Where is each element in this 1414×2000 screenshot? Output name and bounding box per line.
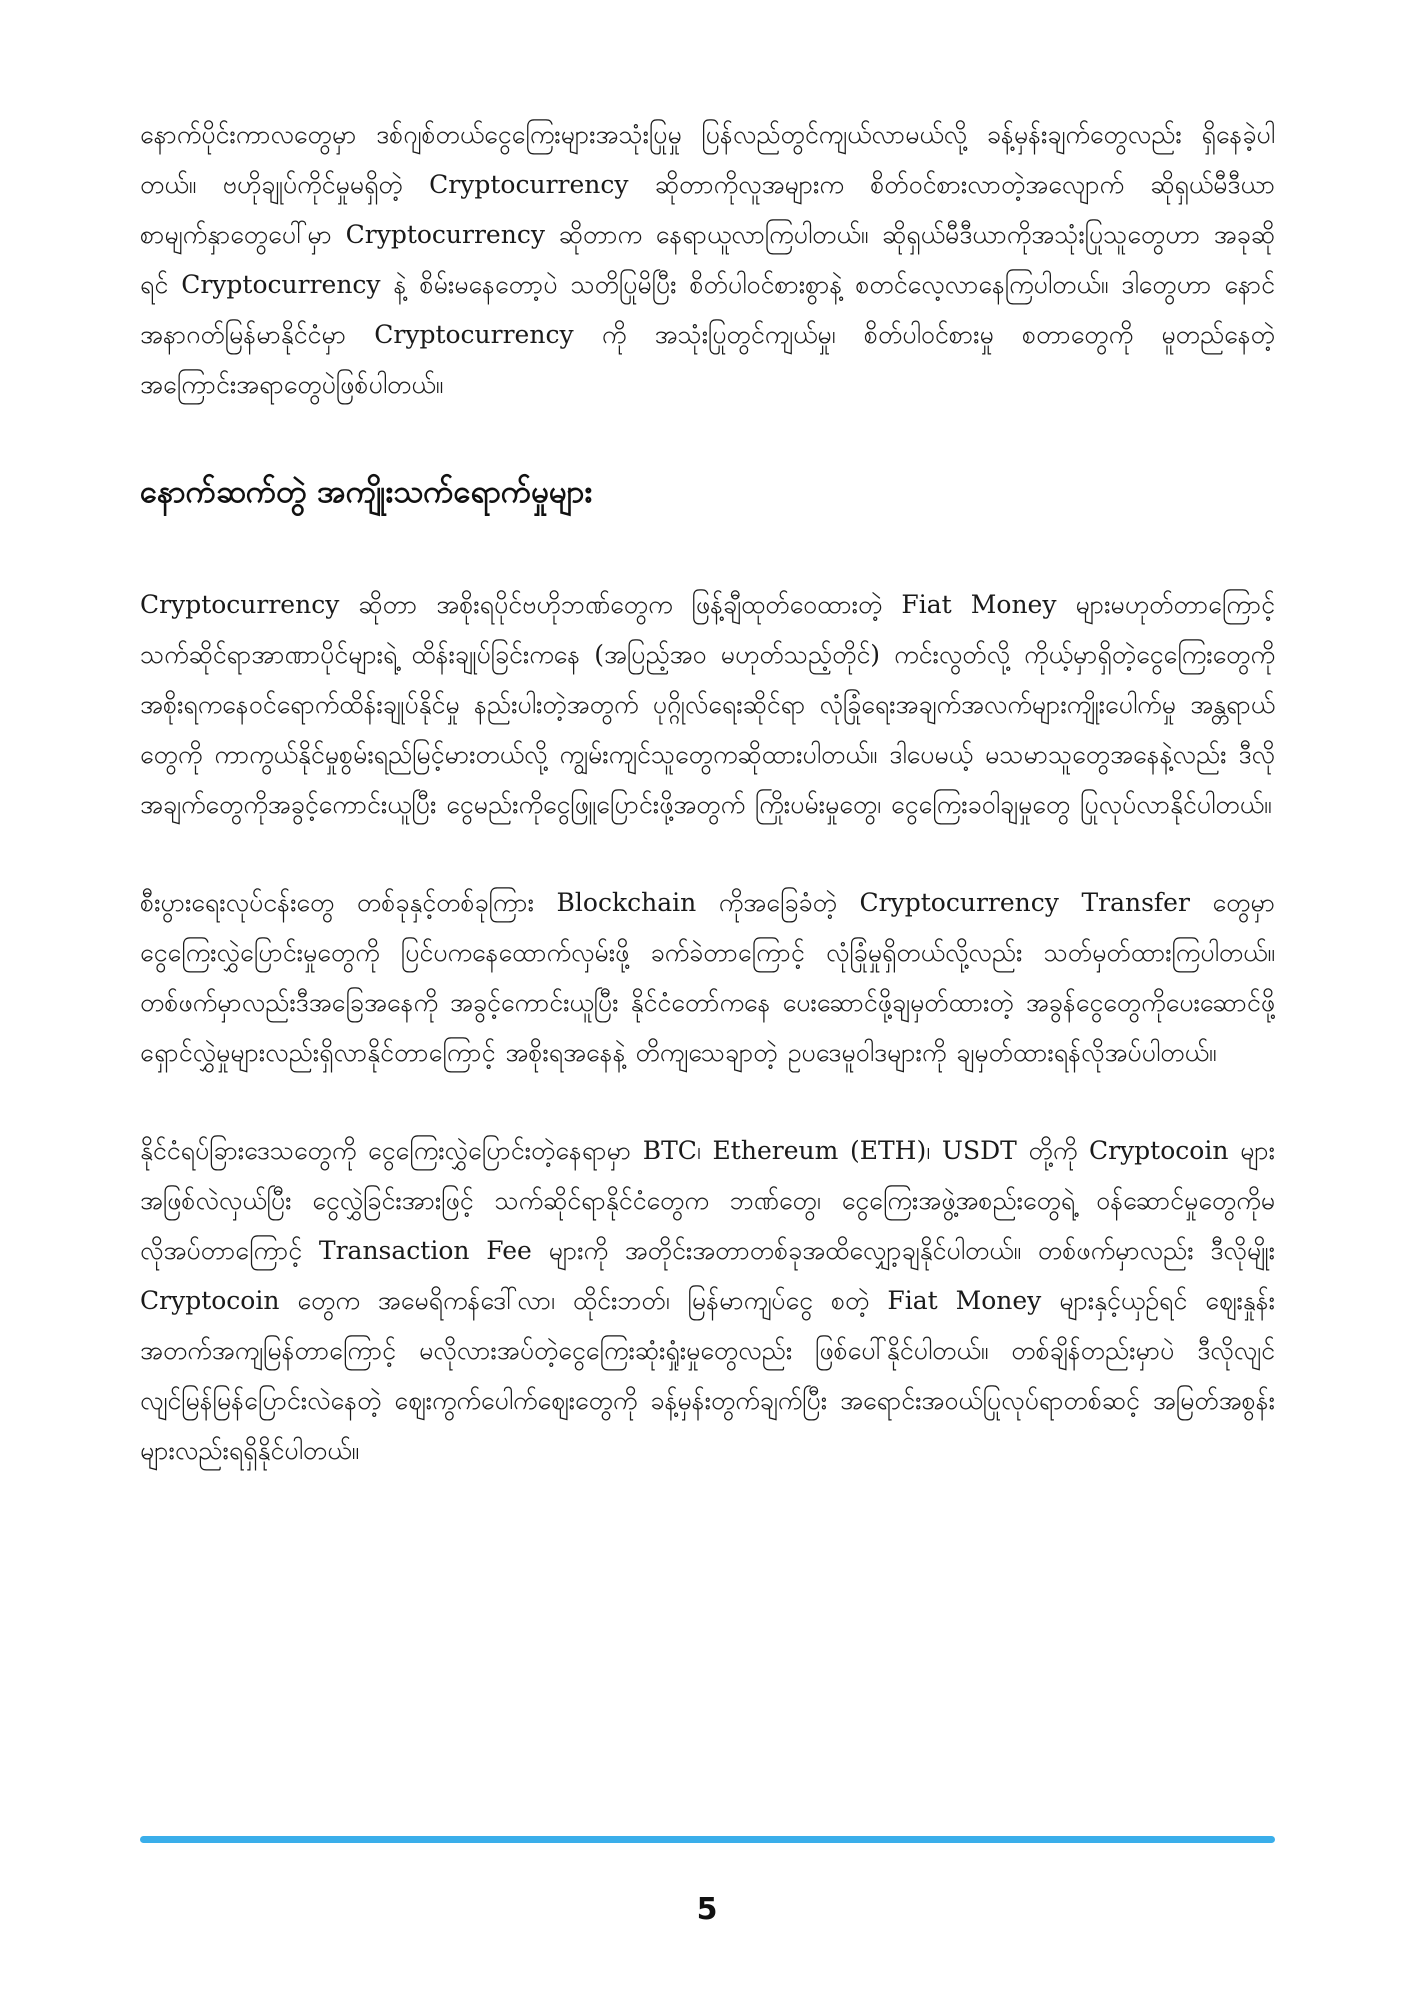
paragraph-intro: နောက်ပိုင်းကာလတွေမှာ ဒစ်ဂျစ်တယ်ငွေကြေးများအသုံးပြုမှု ပြန်လည်တွင်ကျယ်လာမယ်လို့ ခန့်မှန်းချက်တွေလည်း ရှိနေခဲ့ပါတယ်။ ဗဟိုချုပ်ကိုင်မှုမရှိတဲ့ Cryptocurrency ဆိုတာကိုလူအများက စိတ်ဝင်စားလာတဲ့အလျောက် ဆိုရှယ်မီဒီယာ စာမျက်နှာတွေပေါ်မှာ Cryptocurrency ဆိုတာက နေရာယူလာကြပါတယ်။ ဆိုရှယ်မီဒီယာကိုအသုံးပြုသူတွေဟာ အခုဆိုရင် Cryptocurrency နဲ့ စိမ်းမနေတော့ပဲ သတိပြုမိပြီး စိတ်ပါဝင်စားစွာနဲ့ စတင်လေ့လာနေကြပါတယ်။ ဒါတွေဟာ နောင်အနာဂတ်မြန်မာနိုင်ငံမှာ Cryptocurrency ကို အသုံးပြုတွင်ကျယ်မှု၊ စိတ်ပါဝင်စားမှု စတာတွေကို မူတည်နေတဲ့အကြောင်းအရာတွေပဲဖြစ်ပါတယ်။ [140,120,1275,399]
paragraph-fiat-money: Cryptocurrency ဆိုတာ အစိုးရပိုင်ဗဟိုဘဏ်တွေက ဖြန့်ချီထုတ်ဝေထားတဲ့ Fiat Money များမဟုတ်တာကြောင့် သက်ဆိုင်ရာအာဏာပိုင်များရဲ့ ထိန်းချုပ်ခြင်းကနေ (အပြည့်အဝ မဟုတ်သည့်တိုင်) ကင်းလွတ်လို့ ကိုယ့်မှာရှိတဲ့ငွေကြေးတွေကို အစိုးရကနေဝင်ရောက်ထိန်းချုပ်နိုင်မှု နည်းပါးတဲ့အတွက် ပုဂ္ဂိုလ်ရေးဆိုင်ရာ လုံခြုံရေးအချက်အလက်များကျိုးပေါက်မှု အန္တရာယ်တွေကို ကာကွယ်နိုင်မှုစွမ်းရည်မြင့်မားတယ်လို့ ကျွမ်းကျင်သူတွေကဆိုထားပါတယ်။ ဒါပေမယ့် မသမာသူတွေအနေနဲ့လည်း ဒီလိုအချက်တွေကိုအခွင့်ကောင်းယူပြီး ငွေမည်းကိုငွေဖြူပြောင်းဖို့အတွက် ကြိုးပမ်းမှုတွေ၊ ငွေကြေးခဝါချမှုတွေ ပြုလုပ်လာနိုင်ပါတယ်။ [140,590,1275,819]
footer-divider [140,1836,1275,1843]
paragraph-cross-border: နိုင်ငံရပ်ခြားဒေသတွေကို ငွေကြေးလွှဲပြောင်းတဲ့နေရာမှာ BTC၊ Ethereum (ETH)၊ USDT တို့ကို Cryptocoin များအဖြစ်လဲလှယ်ပြီး ငွေလွှဲခြင်းအားဖြင့် သက်ဆိုင်ရာနိုင်ငံတွေက ဘဏ်တွေ၊ ငွေကြေးအဖွဲ့အစည်းတွေရဲ့ ဝန်ဆောင်မှုတွေကိုမလိုအပ်တာကြောင့် Transaction Fee များကို အတိုင်းအတာတစ်ခုအထိလျှော့ချနိုင်ပါတယ်။ တစ်ဖက်မှာလည်း ဒီလိုမျိုး Cryptocoin တွေက အမေရိကန်ဒေါ်လာ၊ ထိုင်းဘတ်၊ မြန်မာကျပ်ငွေ စတဲ့ Fiat Money များနှင့်ယှဉ်ရင် ဈေးနှုန်းအတက်အကျမြန်တာကြောင့် မလိုလားအပ်တဲ့ငွေကြေးဆုံးရှုံးမှုတွေလည်း ဖြစ်ပေါ်နိုင်ပါတယ်။ တစ်ချိန်တည်းမှာပဲ ဒီလိုလျင်လျင်မြန်မြန်ပြောင်းလဲနေတဲ့ ဈေးကွက်ပေါက်ဈေးတွေကို ခန့်မှန်းတွက်ချက်ပြီး အရောင်းအဝယ်ပြုလုပ်ရာတစ်ဆင့် အမြတ်အစွန်းများလည်းရရှိနိုင်ပါတယ်။ [140,1136,1275,1465]
paragraph-blockchain-transfer: စီးပွားရေးလုပ်ငန်းတွေ တစ်ခုနှင့်တစ်ခုကြား Blockchain ကိုအခြေခံတဲ့ Cryptocurrency Transfer တွေမှာ ငွေကြေးလွှဲပြောင်းမှုတွေကို ပြင်ပကနေထောက်လှမ်းဖို့ ခက်ခဲတာကြောင့် လုံခြုံမှုရှိတယ်လို့လည်း သတ်မှတ်ထားကြပါတယ်။ တစ်ဖက်မှာလည်းဒီအခြေအနေကို အခွင့်ကောင်းယူပြီး နိုင်ငံတော်ကနေ ပေးဆောင်ဖို့ချမှတ်ထားတဲ့ အခွန်ငွေတွေကိုပေးဆောင်ဖို့ ရှောင်လွှဲမှုများလည်းရှိလာနိုင်တာကြောင့် အစိုးရအနေနဲ့ တိကျသေချာတဲ့ ဥပဒေမူဝါဒများကို ချမှတ်ထားရန်လိုအပ်ပါတယ်။ [140,888,1275,1067]
page-content [140,110,1275,1476]
section-heading: နောက်ဆက်တွဲ အကျိုးသက်ရောက်မှုများ [140,474,593,510]
page-number: 5 [696,1892,718,1927]
